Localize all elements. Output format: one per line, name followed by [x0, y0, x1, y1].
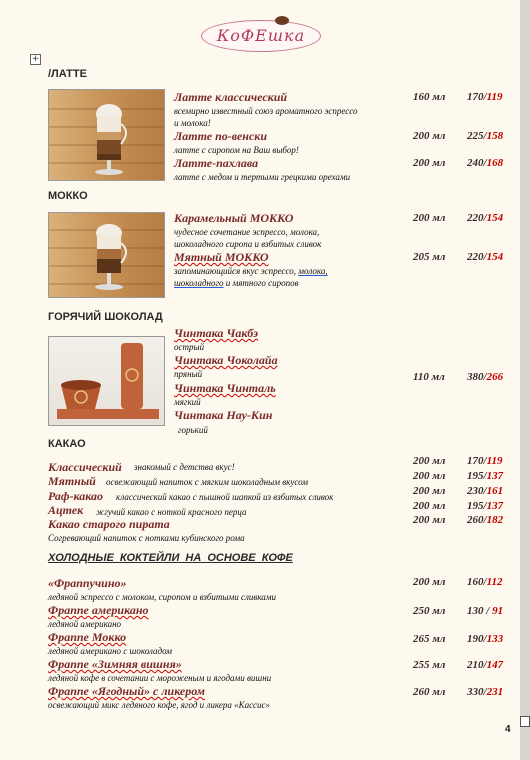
- cocoa-classic-desc: знакомый с детства вкус!: [134, 462, 235, 472]
- frappe-mokko-desc: ледяной американо с шоколадом: [48, 646, 172, 656]
- logo-text: КоФЕшка: [216, 26, 306, 45]
- frappe-winter-cherry-price: 210/147: [467, 659, 504, 671]
- cocoa-mint-price: 195/137: [467, 470, 504, 482]
- cocoa-pirate-name: Какао старого пирата: [48, 517, 170, 531]
- mint-mokko-name: Мятный МОККО: [174, 250, 269, 264]
- caramel-mokko-name: Карамельный МОККО: [174, 211, 294, 225]
- hot-chocolate-volume: 110 мл: [413, 371, 445, 383]
- latte-photo: [48, 89, 165, 181]
- latte-classic-price: 170/119: [467, 91, 503, 103]
- mint-mokko-desc-2: шоколадного и мятного сиропов: [174, 278, 299, 288]
- scroll-corner-handle[interactable]: [520, 716, 530, 727]
- chintaka-naukin-desc: горький: [178, 425, 208, 435]
- cocoa-raf-price: 230/161: [467, 485, 504, 497]
- cocoa-classic-price: 170/119: [467, 455, 503, 467]
- frappuccino-desc: ледяной эспрессо с молоком, сиропом и взбитыми сливками: [48, 592, 277, 602]
- latte-classic-name: Латте классический: [174, 90, 288, 104]
- latte-viennese-price: 225/158: [467, 130, 504, 142]
- chintaka-chakbe-desc: острый: [174, 342, 205, 352]
- cocoa-aztec-desc: жгучий какао с ноткой красного перца: [96, 507, 247, 517]
- cocoa-mint-desc: освежающий напиток с мягким шоколадным вкусом: [106, 477, 308, 487]
- caramel-mokko-desc: чудесное сочетание эспрессо, молока,: [174, 227, 320, 237]
- frappe-berry-liqueur-name: Фраппе «Ягодный» с ликером: [48, 684, 206, 698]
- latte-baklava-desc: латте с медом и тертыми грецкими орехами: [174, 172, 351, 182]
- latte-viennese-volume: 200 мл: [413, 130, 446, 142]
- mokko-glass-icon: [49, 213, 165, 298]
- cocoa-pirate-desc: Согревающий напиток с нотками кубинского рома: [48, 533, 245, 543]
- mint-mokko-volume: 205 мл: [413, 251, 446, 263]
- cocoa-aztec-price: 195/137: [467, 500, 504, 512]
- frappe-winter-cherry-name: Фраппе «Зимняя вишня»: [48, 657, 182, 671]
- section-latte-title: /ЛАТТЕ: [48, 68, 87, 80]
- section-cocoa-title: КАКАО: [48, 438, 86, 450]
- latte-baklava-name: Латте-пахлава: [174, 156, 259, 170]
- frappe-mokko-name: Фраппе Мокко: [48, 630, 127, 644]
- latte-classic-volume: 160 мл: [413, 91, 446, 103]
- latte-viennese-desc: латте с сиропом на Ваш выбор!: [174, 145, 299, 155]
- caramel-mokko-desc-2: шоколадного сиропа и взбитых сливок: [174, 239, 322, 249]
- cocoa-raf-name: Раф-какао: [48, 489, 104, 503]
- mint-mokko-price: 220/154: [467, 251, 504, 263]
- frappe-berry-liqueur-price: 330/231: [467, 686, 504, 698]
- chintaka-naukin-name: Чинтака Нау-Кин: [174, 408, 273, 422]
- latte-classic-desc: всемирно известный союз ароматного эспрессо: [174, 106, 358, 116]
- page-number: 4: [505, 724, 511, 735]
- latte-classic-desc-2: и молока!: [174, 118, 211, 128]
- table-move-handle-icon[interactable]: +: [31, 54, 40, 64]
- frappe-mokko-volume: 265 мл: [413, 633, 446, 645]
- chintaka-chintal-name: Чинтака Чинталь: [174, 381, 276, 395]
- cocoa-pirate-volume: 200 мл: [413, 514, 446, 526]
- frappe-americano-volume: 250 мл: [413, 605, 446, 617]
- frappuccino-name: «Фраппучино»: [48, 576, 127, 590]
- frappe-americano-desc: ледяной американо: [48, 619, 122, 629]
- chintaka-chokolaya-desc: пряный: [174, 369, 203, 379]
- chintaka-chokolaya-name: Чинтака Чоколайа: [174, 353, 278, 367]
- frappe-americano-name: Фраппе американо: [48, 603, 149, 617]
- cocoa-mint-name: Мятный: [48, 474, 96, 488]
- coffee-bean-icon: [275, 16, 289, 25]
- section-hot-chocolate-title: ГОРЯЧИЙ ШОКОЛАД: [48, 311, 163, 323]
- chintaka-chintal-desc: мягкий: [174, 397, 201, 407]
- latte-viennese-name: Латте по-венски: [174, 129, 268, 143]
- latte-baklava-volume: 200 мл: [413, 157, 446, 169]
- cocoa-raf-volume: 200 мл: [413, 485, 446, 497]
- caramel-mokko-volume: 200 мл: [413, 212, 446, 224]
- cocoa-aztec-volume: 200 мл: [413, 500, 446, 512]
- cocoa-classic-volume: 200 мл: [413, 455, 446, 467]
- frappe-berry-liqueur-volume: 260 мл: [413, 686, 446, 698]
- frappuccino-volume: 200 мл: [413, 576, 446, 588]
- hot-chocolate-price: 380/266: [467, 371, 504, 383]
- chintaka-chakbe-name: Чинтака Чакбэ: [174, 326, 258, 340]
- frappe-berry-liqueur-desc: освежающий микс ледяного кофе, ягод и ликера «Кассис»: [48, 700, 271, 710]
- page-right-margin: [520, 0, 530, 760]
- frappe-winter-cherry-volume: 255 мл: [413, 659, 446, 671]
- hot-chocolate-set-icon: [49, 337, 165, 426]
- section-mokko-title: МОККО: [48, 190, 88, 202]
- frappuccino-price: 160/112: [467, 576, 503, 588]
- frappe-americano-price: 130 / 91: [467, 605, 504, 617]
- mint-mokko-desc: запоминающийся вкус эспрессо, молока,: [174, 266, 328, 276]
- latte-baklava-price: 240/168: [467, 157, 504, 169]
- cocoa-pirate-price: 260/182: [467, 514, 504, 526]
- caramel-mokko-price: 220/154: [467, 212, 504, 224]
- cocoa-raf-desc: классический какао с пышной шапкой из взбитых сливок: [116, 492, 334, 502]
- latte-glass-icon: [49, 90, 165, 181]
- section-cold-title: ХОЛОДНЫЕ КОКТЕЙЛИ НА ОСНОВЕ КОФЕ: [48, 552, 293, 564]
- hot-chocolate-photo: [48, 336, 165, 426]
- frappe-winter-cherry-desc: ледяной кофе в сочетании с мороженым и ягодами вишни: [48, 673, 272, 683]
- mokko-photo: [48, 212, 165, 298]
- cocoa-mint-volume: 200 мл: [413, 470, 446, 482]
- cafe-logo: [201, 16, 323, 54]
- cocoa-aztec-name: Ацтек: [48, 503, 84, 517]
- cocoa-classic-name: Классический: [48, 460, 122, 474]
- frappe-mokko-price: 190/133: [467, 633, 504, 645]
